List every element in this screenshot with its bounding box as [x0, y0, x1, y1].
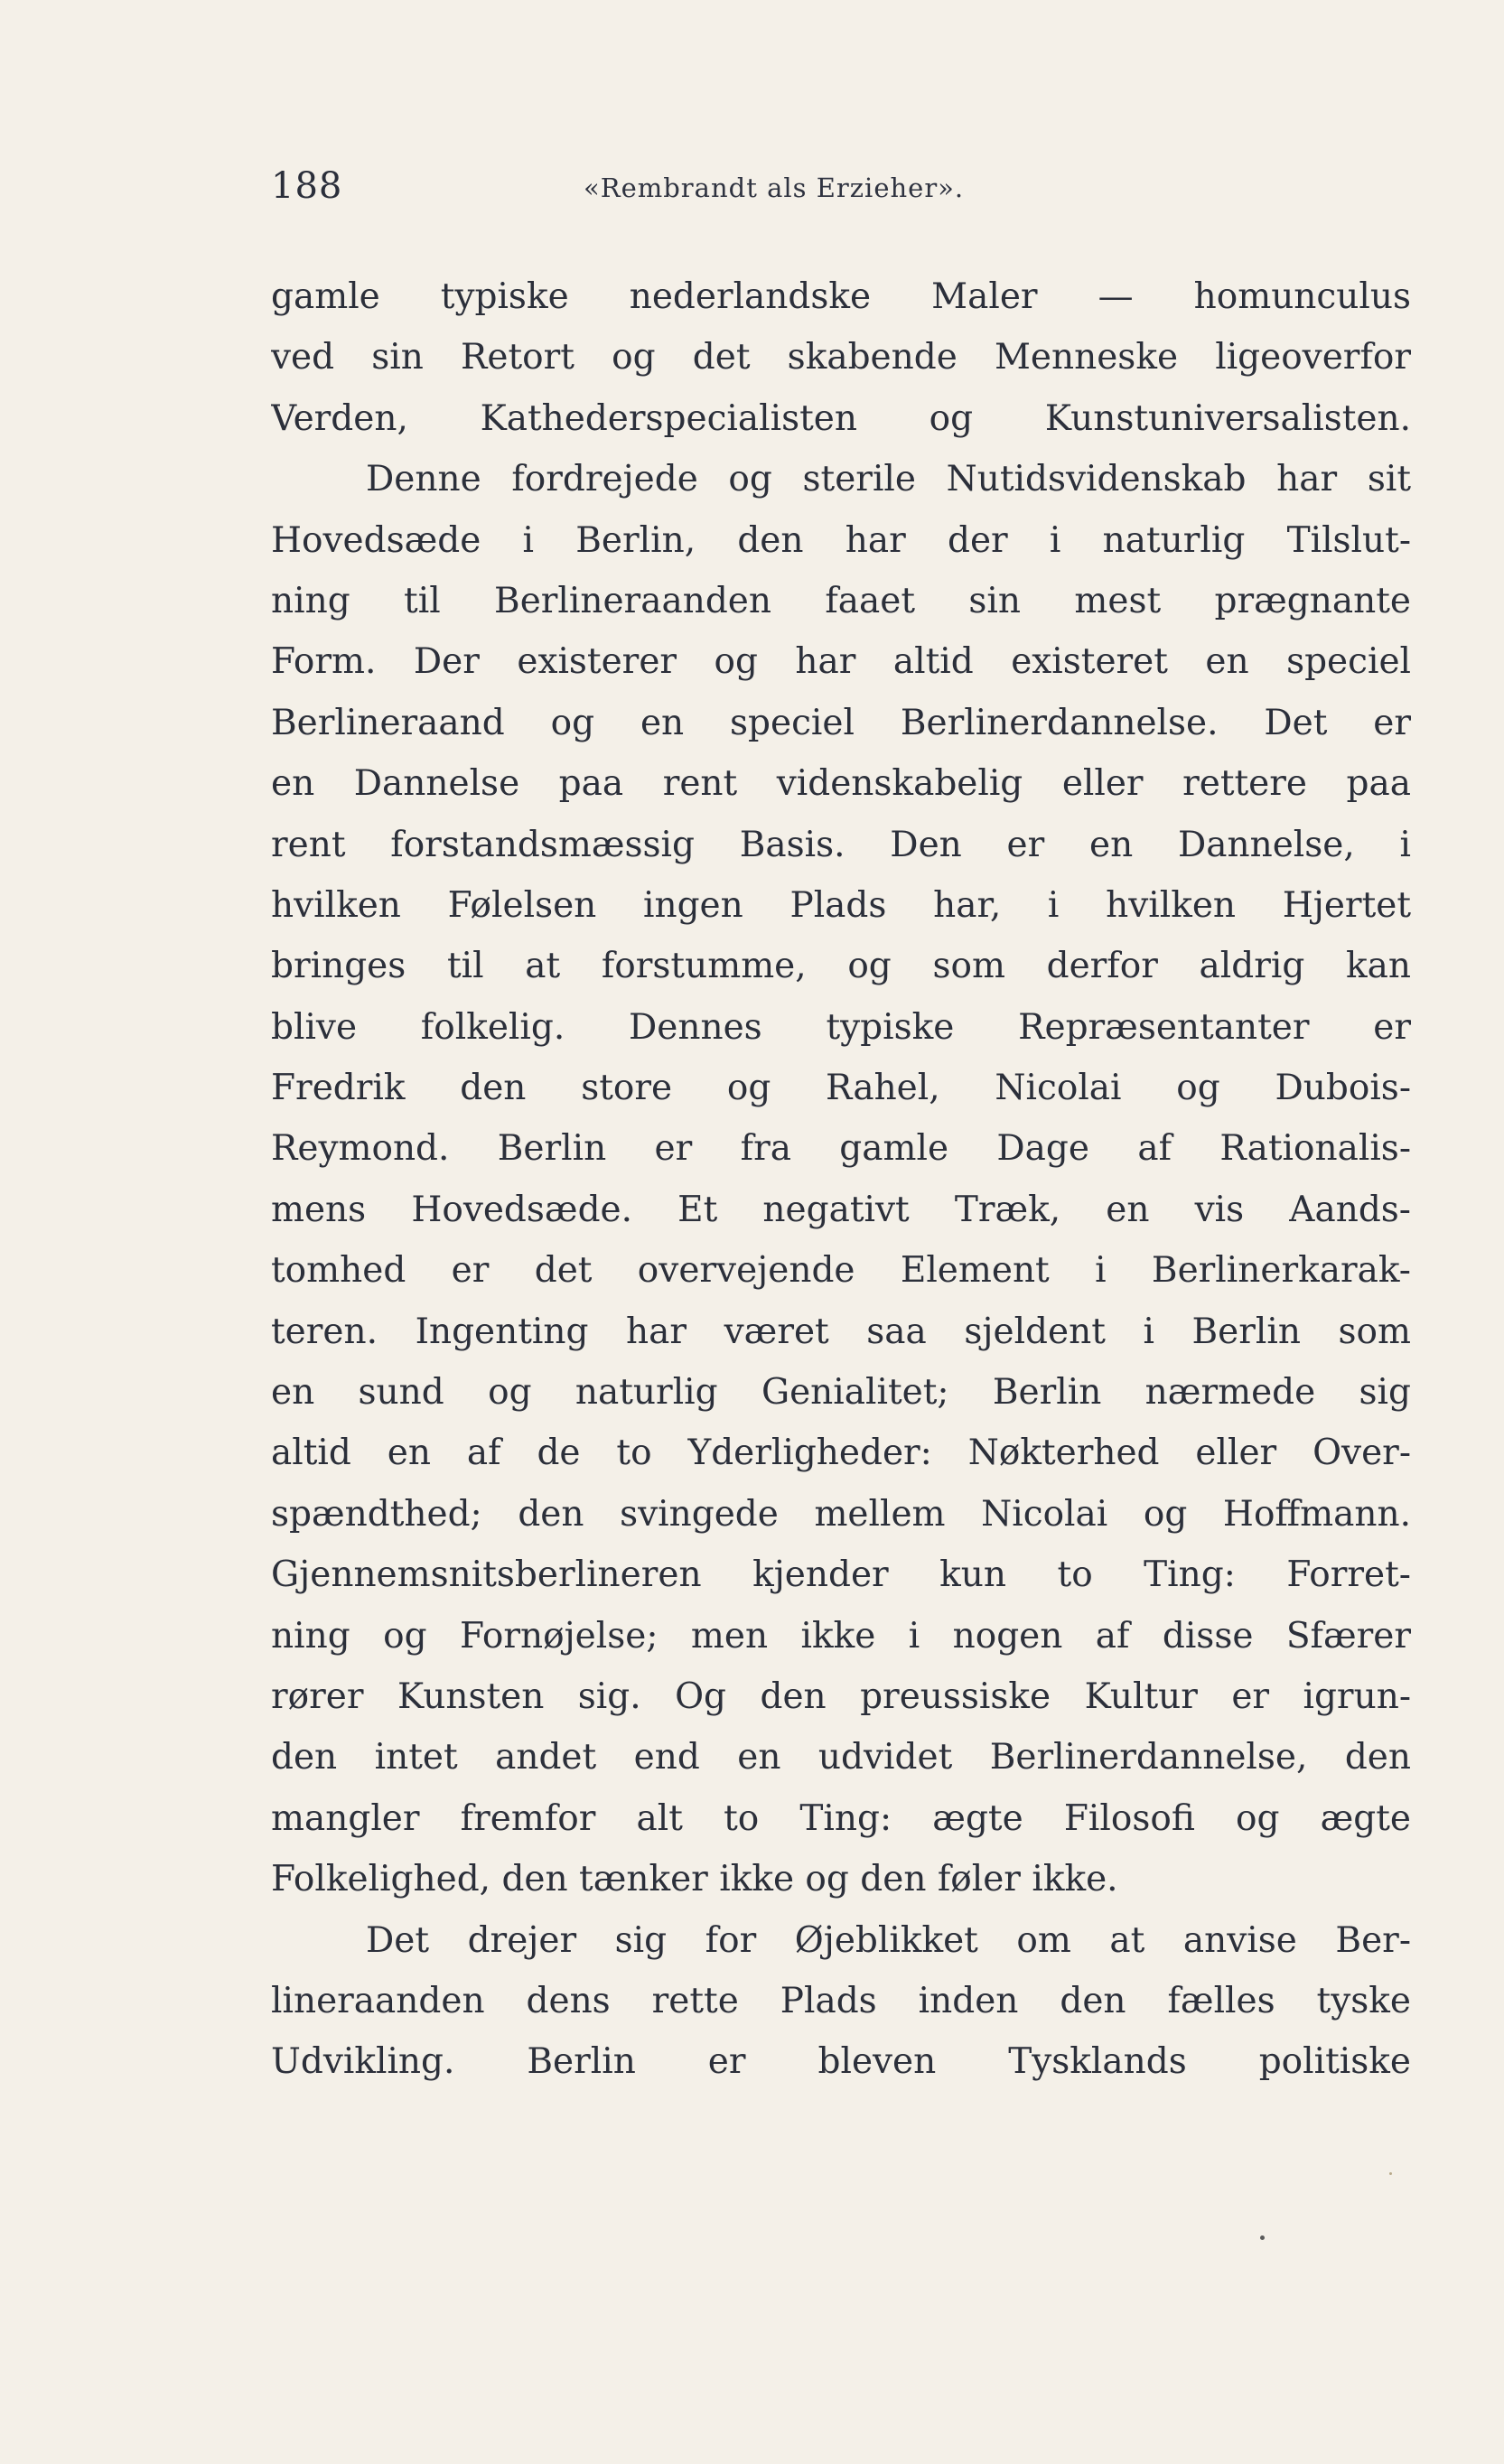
- page-number: 188: [271, 165, 343, 207]
- text-line: ved sin Retort og det skabende Menneske ligeoverfor: [271, 337, 1411, 378]
- text-line: Denne fordrejede og sterile Nutidsvidenskab har sit: [366, 459, 1411, 500]
- text-line: Verden, Kathederspecialisten og Kunstuniversalisten.: [271, 397, 1411, 439]
- text-line: rent forstandsmæssig Basis. Den er en Dannelse, i: [271, 824, 1411, 865]
- text-line: Form. Der existerer og har altid existeret en speciel: [271, 641, 1411, 683]
- text-line: Berlineraand og en speciel Berlinerdannelse. Det er: [271, 702, 1411, 743]
- running-head: [271, 159, 1102, 213]
- text-line: en Dannelse paa rent videnskabelig eller rettere paa: [271, 763, 1411, 805]
- text-line: en sund og naturlig Genialitet; Berlin nærmede sig: [271, 1372, 1411, 1414]
- text-line: altid en af de to Yderligheder: Nøkterhed eller Over-: [271, 1433, 1411, 1474]
- text-line: Hovedsæde i Berlin, den har der i naturlig Tilslut-: [271, 519, 1411, 561]
- text-line: Det drejer sig for Øjeblikket om at anvise Ber-: [366, 1919, 1411, 1961]
- text-line: mangler fremfor alt to Ting: ægte Filosofi og ægte: [271, 1797, 1411, 1839]
- text-line: ning og Fornøjelse; men ikke i nogen af disse Sfærer: [271, 1615, 1411, 1657]
- text-line: Fredrik den store og Rahel, Nicolai og Dubois-: [271, 1068, 1411, 1109]
- text-line: ning til Berlineraanden faaet sin mest prægnante: [271, 580, 1411, 621]
- text-line: mens Hovedsæde. Et negativt Træk, en vis Aands-: [271, 1189, 1411, 1230]
- text-line: Folkelighed, den tænker ikke og den føler ikke.: [271, 1859, 1118, 1900]
- paper-speck: [1389, 2172, 1392, 2175]
- text-line: teren. Ingenting har været saa sjeldent i Berlin som: [271, 1311, 1411, 1352]
- text-line: spændthed; den svingede mellem Nicolai og Hoffmann.: [271, 1493, 1411, 1535]
- text-line: Udvikling. Berlin er bleven Tysklands politiske: [271, 2041, 1411, 2083]
- text-line: lineraanden dens rette Plads inden den fælles tyske: [271, 1980, 1411, 2021]
- text-line: tomhed er det overvejende Element i Berlinerkarak-: [271, 1250, 1411, 1292]
- text-line: blive folkelig. Dennes typiske Repræsentanter er: [271, 1006, 1411, 1048]
- text-line: hvilken Følelsen ingen Plads har, i hvilken Hjertet: [271, 884, 1411, 926]
- text-line: bringes til at forstumme, og som derfor aldrig kan: [271, 946, 1411, 987]
- text-line: gamle typiske nederlandske Maler — homunculus: [271, 276, 1411, 317]
- paper-speck: [1260, 2235, 1265, 2240]
- running-title: «Rembrandt als Erzieher».: [584, 173, 965, 203]
- text-line: rører Kunsten sig. Og den preussiske Kultur er igrun-: [271, 1675, 1411, 1717]
- text-line: Gjennemsnitsberlineren kjender kun to Ting: Forret-: [271, 1554, 1411, 1596]
- text-line: Reymond. Berlin er fra gamle Dage af Rationalis-: [271, 1128, 1411, 1170]
- text-line: den intet andet end en udvidet Berlinerdannelse, den: [271, 1737, 1411, 1778]
- text-body: [271, 266, 1411, 2093]
